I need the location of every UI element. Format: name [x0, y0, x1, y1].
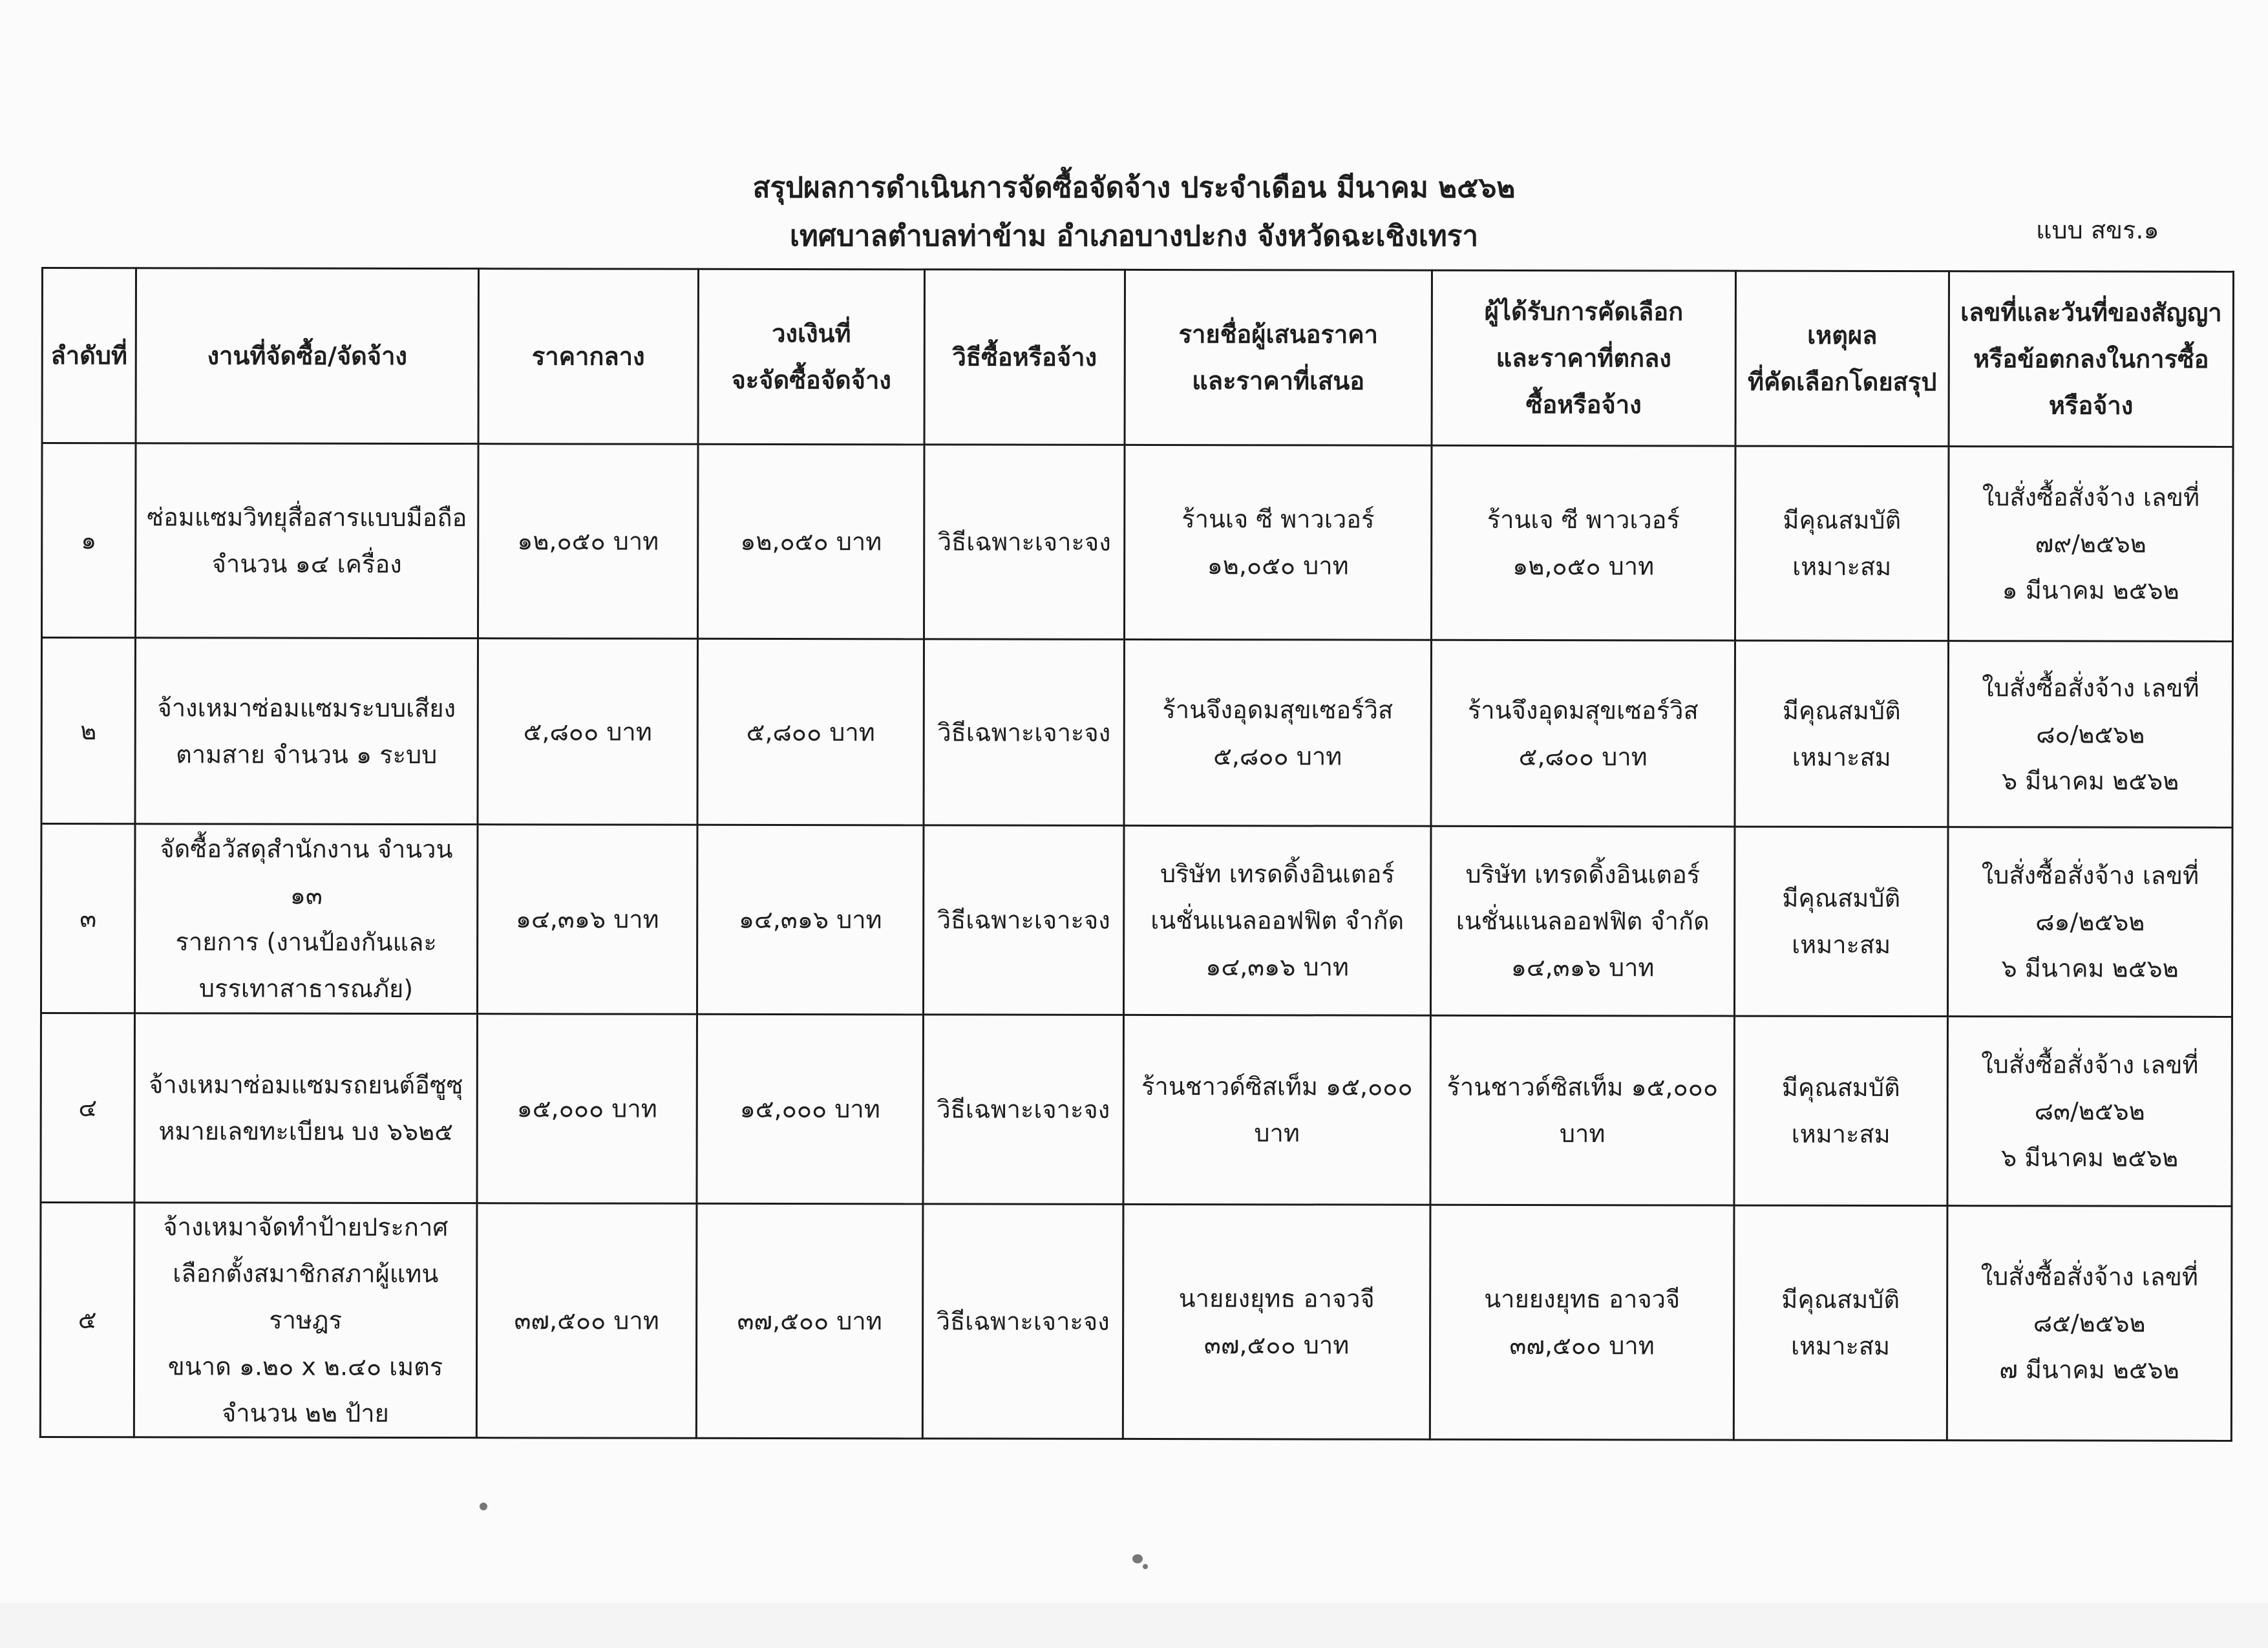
cell-selected: ร้านเจ ซี พาวเวอร์ ๑๒,๐๕๐ บาท — [1431, 445, 1735, 640]
table-row — [41, 638, 2232, 828]
cell-budget: ๓๗,๕๐๐ บาท — [696, 1203, 923, 1439]
cell-task: จ้างเหมาซ่อมแซมรถยนต์อีซูซุ หมายเลขทะเบียน บง ๖๖๒๕ — [134, 1013, 478, 1203]
cell-bidders: บริษัท เทรดดิ้งอินเตอร์ เนชั่นแนลออฟฟิต จำกัด ๑๔,๓๑๖ บาท — [1123, 825, 1431, 1015]
cell-median-price: ๕,๘๐๐ บาท — [478, 639, 698, 825]
cell-method: วิธีเฉพาะเจาะจง — [923, 1015, 1124, 1205]
cell-no: ๑ — [41, 443, 136, 638]
cell-contract: ใบสั่งซื้อสั่งจ้าง เลขที่ ๘๓/๒๕๖๒ ๖ มีนาคม ๒๕๖๒ — [1947, 1017, 2232, 1207]
document-subtitle: เทศบาลตำบลท่าข้าม อำเภอบางปะกง จังหวัดฉะเชิงเทรา — [789, 220, 1479, 253]
cell-method: วิธีเฉพาะเจาะจง — [924, 445, 1125, 640]
cell-task: ซ่อมแซมวิทยุสื่อสารแบบมือถือ จำนวน ๑๔ เครื่อง — [135, 443, 478, 639]
cell-no: ๒ — [41, 638, 136, 824]
cell-reason: มีคุณสมบัติ เหมาะสม — [1734, 827, 1948, 1017]
cell-reason: มีคุณสมบัติ เหมาะสม — [1733, 1205, 1947, 1441]
table-header-row — [42, 268, 2233, 447]
col-header-no: ลำดับที่ — [42, 268, 136, 443]
cell-median-price: ๑๕,๐๐๐ บาท — [477, 1014, 697, 1204]
table-row — [41, 824, 2232, 1017]
col-header-contract: เลขที่และวันที่ของสัญญา หรือข้อตกลงในการซื้อ หรือจ้าง — [1949, 271, 2233, 447]
cell-selected: ร้านชาวด์ซิสเท็ม ๑๕,๐๐๐ บาท — [1430, 1015, 1735, 1205]
cell-reason: มีคุณสมบัติ เหมาะสม — [1735, 446, 1949, 641]
cell-no: ๔ — [41, 1013, 135, 1203]
cell-median-price: ๑๔,๓๑๖ บาท — [477, 825, 697, 1015]
cell-selected: ร้านจึงอุดมสุขเซอร์วิส ๕,๘๐๐ บาท — [1431, 640, 1735, 827]
scan-speck — [480, 1503, 487, 1510]
scan-speck — [1132, 1554, 1143, 1563]
cell-reason: มีคุณสมบัติ เหมาะสม — [1735, 640, 1949, 827]
cell-task: จ้างเหมาจัดทำป้ายประกาศ เลือกตั้งสมาชิกสภาผู้แทนราษฎร ขนาด ๑.๒๐ x ๒.๔๐ เมตร จำนวน ๒๒ ป้าย — [134, 1203, 477, 1438]
cell-budget: ๑๒,๐๕๐ บาท — [697, 444, 924, 639]
cell-bidders: ร้านเจ ซี พาวเวอร์ ๑๒,๐๕๐ บาท — [1124, 445, 1432, 640]
col-header-method: วิธีซื้อหรือจ้าง — [924, 269, 1125, 445]
col-header-task: งานที่จัดซื้อ/จัดจ้าง — [136, 268, 478, 444]
cell-method: วิธีเฉพาะเจาะจง — [924, 639, 1125, 826]
cell-contract: ใบสั่งซื้อสั่งจ้าง เลขที่ ๘๕/๒๕๖๒ ๗ มีนาคม ๒๕๖๒ — [1947, 1206, 2232, 1441]
table-row — [41, 443, 2233, 642]
cell-contract: ใบสั่งซื้อสั่งจ้าง เลขที่ ๘๐/๒๕๖๒ ๖ มีนาคม ๒๕๖๒ — [1948, 641, 2233, 828]
cell-bidders: ร้านชาวด์ซิสเท็ม ๑๕,๐๐๐ บาท — [1123, 1015, 1431, 1205]
cell-bidders: ร้านจึงอุดมสุขเซอร์วิส ๕,๘๐๐ บาท — [1124, 639, 1432, 826]
cell-budget: ๑๕,๐๐๐ บาท — [697, 1014, 924, 1204]
cell-contract: ใบสั่งซื้อสั่งจ้าง เลขที่ ๗๙/๒๕๖๒ ๑ มีนาคม ๒๕๖๒ — [1948, 447, 2233, 642]
col-header-budget: วงเงินที่ จะจัดซื้อจัดจ้าง — [698, 269, 924, 445]
cell-budget: ๑๔,๓๑๖ บาท — [697, 825, 924, 1015]
cell-selected: นายยงยุทธ อาจวจี ๓๗,๕๐๐ บาท — [1430, 1205, 1734, 1440]
document-title: สรุปผลการดำเนินการจัดซื้อจัดจ้าง ประจำเดือน มีนาคม ๒๕๖๒ — [752, 171, 1516, 204]
cell-task: จ้างเหมาซ่อมแซมระบบเสียง ตามสาย จำนวน ๑ ระบบ — [135, 638, 478, 825]
cell-no: ๓ — [41, 824, 135, 1013]
col-header-median-price: ราคากลาง — [478, 269, 698, 445]
cell-contract: ใบสั่งซื้อสั่งจ้าง เลขที่ ๘๑/๒๕๖๒ ๖ มีนาคม ๒๕๖๒ — [1947, 827, 2232, 1017]
cell-bidders: นายยงยุทธ อาจวจี ๓๗,๕๐๐ บาท — [1123, 1204, 1430, 1439]
cell-method: วิธีเฉพาะเจาะจง — [922, 1204, 1123, 1439]
cell-task: จัดซื้อวัสดุสำนักงาน จำนวน ๑๓ รายการ (งานป้องกันและ บรรเทาสาธารณภัย) — [134, 824, 478, 1014]
cell-selected: บริษัท เทรดดิ้งอินเตอร์ เนชั่นแนลออฟฟิต จำกัด ๑๔,๓๑๖ บาท — [1430, 826, 1735, 1016]
cell-budget: ๕,๘๐๐ บาท — [697, 639, 924, 825]
col-header-selected: ผู้ได้รับการคัดเลือก และราคาที่ตกลง ซื้อหรือจ้าง — [1432, 270, 1735, 446]
form-code: แบบ สขร.๑ — [2036, 216, 2159, 244]
cell-method: วิธีเฉพาะเจาะจง — [923, 825, 1124, 1015]
procurement-table — [39, 267, 2234, 1442]
cell-reason: มีคุณสมบัติ เหมาะสม — [1734, 1016, 1948, 1206]
col-header-bidders: รายชื่อผู้เสนอราคา และราคาที่เสนอ — [1125, 269, 1432, 445]
cell-no: ๕ — [40, 1203, 134, 1437]
table-row — [41, 1013, 2232, 1207]
cell-median-price: ๓๗,๕๐๐ บาท — [476, 1203, 697, 1439]
table-row — [40, 1203, 2232, 1441]
col-header-reason: เหตุผล ที่คัดเลือกโดยสรุป — [1735, 271, 1949, 447]
cell-median-price: ๑๒,๐๕๐ บาท — [478, 444, 698, 639]
scan-speck — [1143, 1564, 1148, 1569]
